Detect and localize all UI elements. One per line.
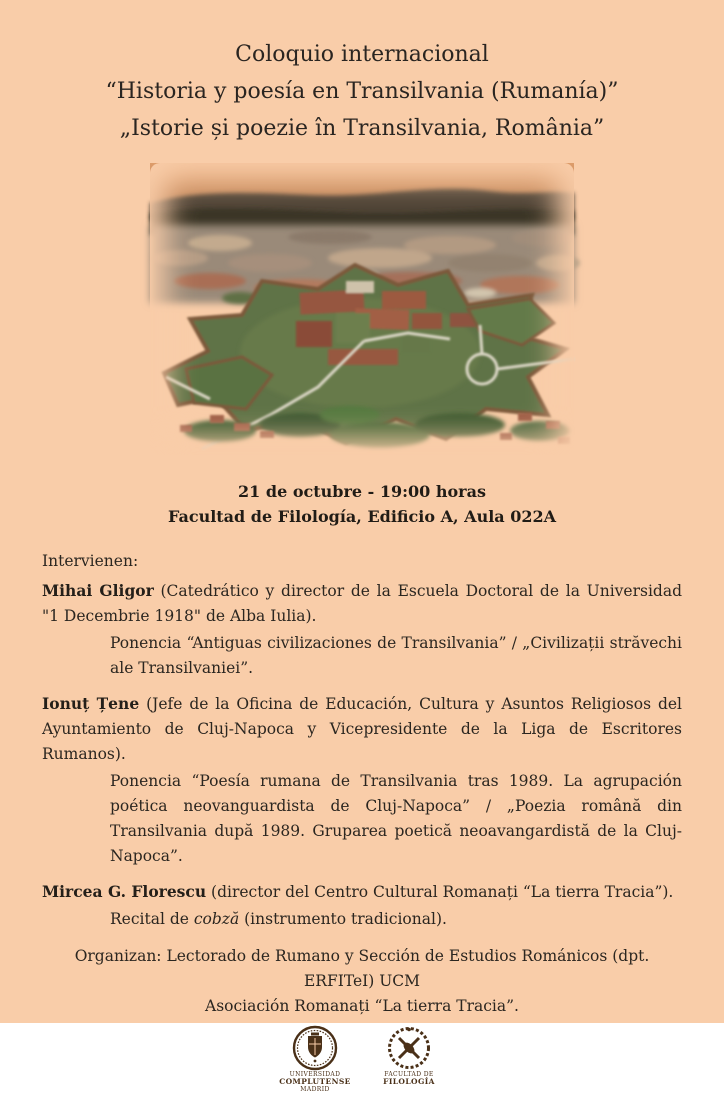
speaker-role: (Jefe de la Oficina de Educación, Cultura y Asuntos Religiosos del Ayuntamiento de Cluj-Napoca y Vicepresidente de la Liga de Escritores Rumanos). [42, 695, 682, 763]
speaker-name: Mihai Gligor [42, 581, 154, 600]
speaker-role: (Catedrático y director de la Escuela Doctoral de la Universidad "1 Decembrie 1918" de Alba Iulia). [42, 582, 683, 625]
recital-suffix: (instrumento tradicional). [239, 910, 447, 928]
title-line-3: „Istorie și poezie în Transilvania, România” [119, 116, 605, 141]
speaker-name: Ionuț Țene [42, 694, 140, 713]
ucm-logo [276, 1025, 354, 1093]
recital-instrument: cobză [193, 910, 240, 928]
ucm-seal-icon [292, 1025, 338, 1071]
speaker-name: Mircea G. Florescu [42, 882, 207, 901]
filologia-seal-icon [386, 1025, 432, 1071]
intervene-heading: Intervienen: [42, 552, 139, 570]
speaker-mircea-florescu [42, 879, 682, 905]
title-line-1: Coloquio internacional [235, 42, 489, 67]
logos-row [0, 1025, 724, 1093]
fortress-photo-illustration [150, 163, 574, 455]
speaker-role: (director del Centro Cultural Romanați “La tierra Tracia”). [206, 883, 674, 901]
talk-mihai-gligor: Ponencia “Antiguas civilizaciones de Transilvania” / „Civilizații străvechi ale Transilvaniei”. [110, 634, 682, 677]
ucm-caption-line-3: MADRID [300, 1086, 330, 1093]
session-venue: Facultad de Filología, Edificio A, Aula 022A [167, 507, 557, 526]
organizers-line-1: Organizan: Lectorado de Rumano y Sección de Estudios Románicos (dpt. ERFITeI) UCM [74, 947, 650, 990]
ucm-caption-line-1: UNIVERSIDAD [289, 1071, 341, 1078]
talk-ionut-tene: Ponencia “Poesía rumana de Transilvania tras 1989. La agrupación poética neovanguardista de Cluj-Napoca” / „Poezia română din Transilvania după 1989. Gruparea poetică neoavangardistă de la Cluj-Napoca”. [110, 772, 682, 865]
session-datetime: 21 de octubre - 19:00 horas [238, 482, 486, 501]
session-info [0, 479, 724, 529]
title-line-2: “Historia y poesía en Transilvania (Rumanía)” [105, 79, 619, 104]
organizers-block [42, 944, 682, 1019]
ucm-caption-line-2: COMPLUTENSE [279, 1077, 351, 1086]
speaker-ionut-tene [42, 691, 682, 767]
poster-title [0, 0, 724, 147]
filologia-caption-line-2: FILOLOGÍA [383, 1077, 435, 1086]
aerial-photo-alba-iulia-fortress [150, 163, 574, 455]
filologia-caption-line-1: FACULTAD DE [384, 1071, 434, 1078]
recital-line [110, 907, 682, 932]
recital-prefix: Recital de [110, 910, 194, 928]
filologia-logo [370, 1025, 448, 1086]
speaker-mihai-gligor [42, 578, 682, 629]
organizers-line-2: Asociación Romanați “La tierra Tracia”. [205, 997, 519, 1015]
program-body [42, 549, 682, 1019]
